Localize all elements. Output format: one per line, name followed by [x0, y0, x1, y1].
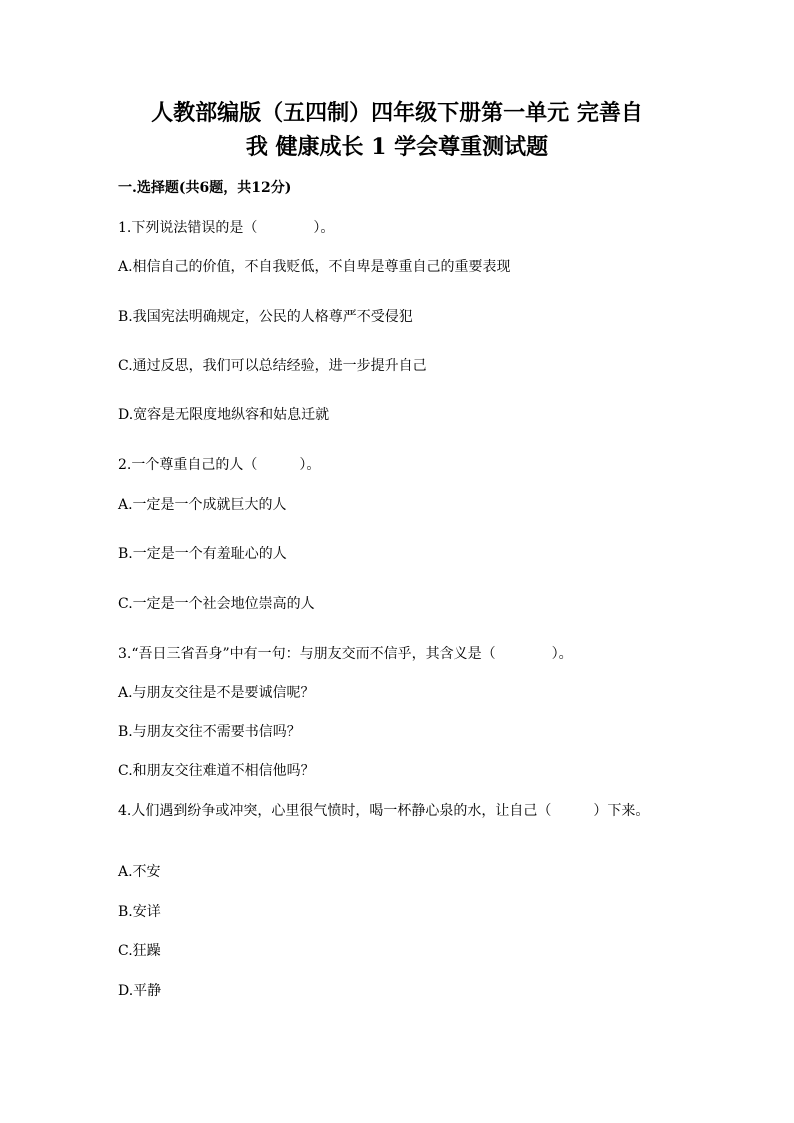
- question-3-stem: 3.“吾日三省吾身”中有一句：与朋友交而不信乎，其含义是（ ）。: [118, 646, 573, 662]
- question-1-option-c: C.通过反思，我们可以总结经验，进一步提升自己: [118, 358, 427, 374]
- question-3-option-b: B.与朋友交往不需要书信吗？: [118, 724, 301, 740]
- question-4-stem: 4.人们遇到纷争或冲突，心里很气愤时，喝一杯静心泉的水，让自己（ ）下来。: [118, 803, 650, 819]
- section-header: 一.选择题(共6题，共12分): [118, 180, 292, 196]
- question-4-option-d: D.平静: [118, 983, 162, 999]
- question-3-option-c: C.和朋友交往难道不相信他吗？: [118, 763, 315, 779]
- title-line-2: 我 健康成长 1 学会尊重测试题: [245, 134, 549, 160]
- question-4-option-b: B.安详: [118, 904, 161, 920]
- document-title: [110, 96, 684, 164]
- question-1-option-a: A.相信自己的价值，不自我贬低，不自卑是尊重自己的重要表现: [118, 259, 511, 275]
- question-2-option-c: C.一定是一个社会地位崇高的人: [118, 596, 315, 612]
- question-2-option-b: B.一定是一个有羞耻心的人: [118, 546, 287, 562]
- question-4-option-c: C.狂躁: [118, 943, 161, 959]
- question-1-option-b: B.我国宪法明确规定，公民的人格尊严不受侵犯: [118, 309, 413, 325]
- question-3-option-a: A.与朋友交往是不是要诚信呢？: [118, 685, 315, 701]
- question-2-option-a: A.一定是一个成就巨大的人: [118, 497, 287, 513]
- question-2-stem: 2.一个尊重自己的人（ ）。: [118, 457, 321, 473]
- question-1-option-d: D.宽容是无限度地纵容和姑息迁就: [118, 407, 330, 423]
- question-1-stem: 1.下列说法错误的是（ ）。: [118, 220, 335, 236]
- title-line-1: 人教部编版（五四制）四年级下册第一单元 完善自: [151, 100, 643, 126]
- question-4-option-a: A.不安: [118, 864, 161, 880]
